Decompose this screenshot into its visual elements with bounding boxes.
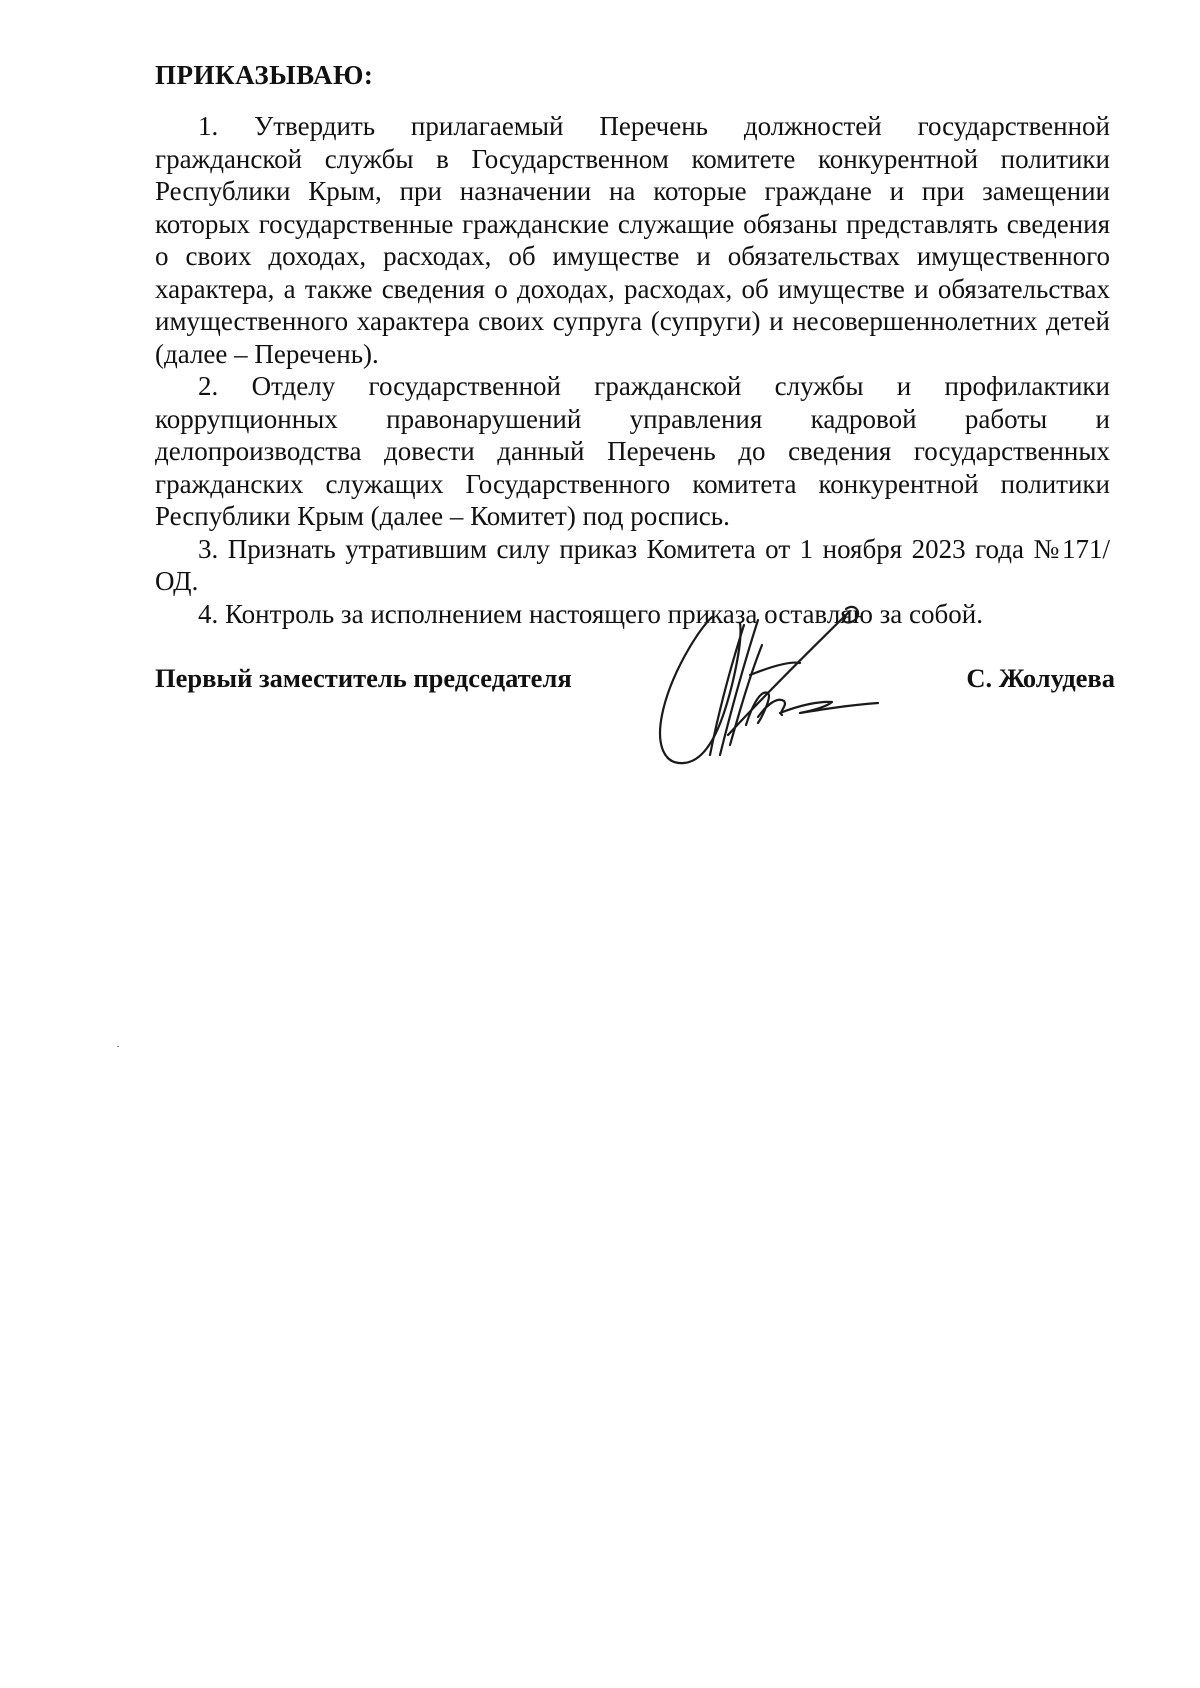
handwritten-signature-icon [650, 605, 890, 785]
signatory-title: Первый заместитель председателя [155, 663, 572, 693]
order-item-2: 2. Отделу государственной гражданской службы и профилактики коррупционных правонарушений управления кадровой работы и делопроизводства довести данный Перечень до сведения государственных гражданских служащих Государственного комитета конкурентной политики Республики Крым (далее – Комитет) под роспись. [155, 371, 1110, 531]
order-item-1: 1. Утвердить прилагаемый Перечень должностей государственной гражданской службы в Государственном комитете конкурентной политики Республики Крым, при назначении на которые граждане и при замещении которых государственные гражданские служащие обязаны представлять сведения о своих доходах, расходах, об имуществе и обязательствах имущественного характера, а также сведения о доходах, расходах, об имуществе и обязательствах имущественного характера своих супруга (супруги) и несовершеннолетних детей (далее – Перечень). [155, 111, 1110, 369]
order-body [155, 110, 1110, 630]
order-heading: ПРИКАЗЫВАЮ: [155, 60, 374, 90]
signatory-name: С. Жолудева [966, 663, 1115, 693]
order-item-3: 3. Признать утратившим силу приказ Комитета от 1 ноября 2023 года №171/ОД. [155, 533, 1110, 596]
order-item-4: 4. Контроль за исполнением настоящего приказа оставляю за собой. [198, 598, 983, 629]
scan-speck [117, 1046, 119, 1047]
